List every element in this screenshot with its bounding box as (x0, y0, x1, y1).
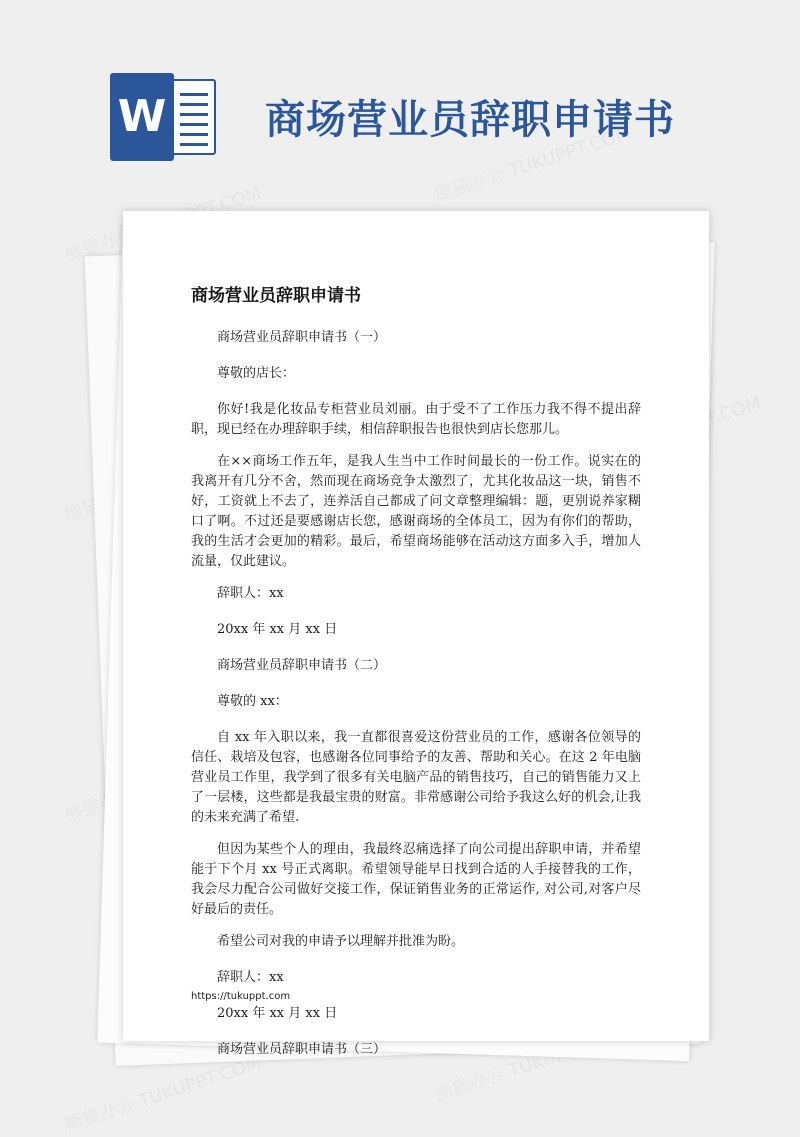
paragraph: 但因为某些个人的理由，我最终忍痛选择了向公司提出辞职申请，并希望能于下个月 xx 号正式离职。希望领导能早日找到合适的人手接替我的工作，我会尽力配合公司做好交接工作，保证销售业务的正常运作, 对公司,对客户尽好最后的责任。 (191, 842, 641, 917)
document-title: 商场营业员辞职申请书 (191, 286, 361, 306)
document-page (123, 211, 709, 1057)
paragraph: 自 xx 年入职以来，我一直都很喜爱这份营业员的工作，感谢各位领导的信任、栽培及包容，也感谢各位同事给予的友善、帮助和关心。在这 2 年电脑营业员工作里，我学到了很多有关电脑产品的销售技巧，自己的销售能力又上了一层楼，这些都是我最宝贵的财富。非常感谢公司给予我这么好的机会,让我的未来充满了希望. (191, 730, 641, 825)
paragraph: 尊敬的店长： (217, 366, 296, 381)
paragraph: 尊敬的 xx： (217, 694, 288, 709)
paragraph: 在××商场工作五年，是我人生当中工作时间最长的一份工作。说实在的我离开有几分不舍，然而现在商场竞争太激烈了，尤其化妆品这一块，销售不好，工资就上不去了，连养活自己都成了问文章整理编辑：题，更别说养家糊口了啊。不过还是要感谢店长您，感谢商场的全体员工，因为有你们的帮助，我的生活才会更加的精彩。最后，希望商场能够在活动这方面多入手，增加人流量，仅此建议。 (191, 454, 641, 569)
header-title: 商场营业员辞职申请书 (265, 97, 675, 143)
word-logo-letter: W (110, 73, 174, 161)
paragraph: 辞职人：xx (217, 586, 284, 601)
paragraph: 辞职人：xx (217, 970, 284, 985)
paragraph: 商场营业员辞职申请书（二） (217, 658, 387, 673)
paragraph: 20xx 年 xx 月 xx 日 (217, 622, 338, 637)
footer-url-link[interactable]: https://tukuppt.com (191, 991, 291, 1002)
paragraph: 商场营业员辞职申请书（一） (217, 330, 387, 345)
paragraph: 20xx 年 xx 月 xx 日 (217, 1006, 338, 1021)
paragraph: 希望公司对我的申请予以理解并批准为盼。 (217, 934, 465, 949)
paragraph: 你好!我是化妆品专柜营业员刘丽。由于受不了工作压力我不得不提出辞职，现已经在办理辞职手续，相信辞职报告也很快到店长您那儿。 (191, 402, 641, 437)
paragraph: 商场营业员辞职申请书（三） (217, 1042, 387, 1057)
word-logo-icon (110, 73, 222, 161)
